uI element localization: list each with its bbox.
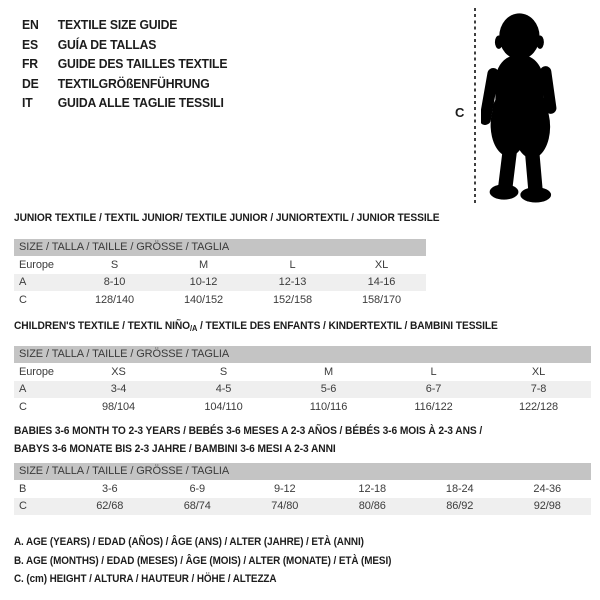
size-cell: 116/122: [414, 400, 453, 413]
size-cell: S: [219, 365, 228, 378]
lang-code: IT: [22, 95, 33, 111]
size-header-bar: SIZE / TALLA / TAILLE / GRÖSSE / TAGLIA: [14, 463, 591, 480]
size-cell: 8-10: [103, 276, 126, 289]
footnote-c: C. (cm) HEIGHT / ALTURA / HAUTEUR / HÖHE / ALTEZZA: [14, 573, 277, 586]
size-cell: 128/140: [94, 293, 135, 306]
lang-row-fr: [22, 54, 227, 74]
size-cell: 104/110: [204, 400, 243, 413]
size-cell: 5-6: [320, 383, 337, 396]
row-label: A: [19, 276, 27, 289]
size-cell: 24-36: [533, 482, 562, 495]
size-cell: 98/104: [101, 400, 136, 413]
lang-title: GUIDE DES TAILLES TEXTILE: [57, 56, 228, 72]
size-cell: 10-12: [189, 276, 218, 289]
children-title-subscript: /A: [190, 324, 198, 333]
size-cell: 12-13: [278, 276, 307, 289]
lang-title: TEXTILGRÖßENFÜHRUNG: [57, 75, 210, 91]
table-row: [14, 291, 426, 309]
size-cell: L: [289, 258, 296, 271]
children-title-part: / TEXTILE DES ENFANTS / KINDERTEXTIL / BAMBINI TESSILE: [197, 320, 498, 332]
lang-title: GUÍA DE TALLAS: [57, 36, 157, 52]
size-cell: 80/86: [358, 500, 386, 513]
size-cell: 68/74: [183, 500, 211, 513]
table-row: [14, 274, 426, 292]
size-header-bar: SIZE / TALLA / TAILLE / GRÖSSE / TAGLIA: [14, 346, 591, 363]
children-title-part: CHILDREN'S TEXTILE / TEXTIL NIÑO: [14, 320, 191, 332]
table-row: [14, 498, 591, 516]
size-cell: 4-5: [215, 383, 232, 396]
babies-title-line: BABYS 3-6 MONATE BIS 2-3 JAHRE / BAMBINI 3-6 MESI A 2-3 ANNI: [14, 443, 336, 456]
lang-code: EN: [22, 17, 39, 33]
lang-code: DE: [22, 75, 39, 91]
size-cell: 122/128: [518, 400, 559, 413]
height-measure-dashed-line: [474, 8, 476, 206]
baby-silhouette-icon: [481, 7, 577, 206]
babies-title-line: BABIES 3-6 MONTH TO 2-3 YEARS / BEBÉS 3-6 MESES A 2-3 AÑOS / BÉBÉS 3-6 MOIS À 2-3 ANS /: [14, 425, 483, 437]
size-cell: M: [323, 365, 334, 378]
lang-row-es: [22, 35, 227, 55]
row-label: Europe: [19, 258, 54, 271]
size-cell: S: [110, 258, 119, 271]
children-size-table: [14, 346, 591, 416]
lang-title: TEXTILE SIZE GUIDE: [57, 17, 178, 33]
lang-code: ES: [22, 36, 38, 52]
size-cell: 158/170: [361, 293, 402, 306]
footnote-a: A. AGE (YEARS) / EDAD (AÑOS) / ÂGE (ANS) / ALTER (JAHRE) / ETÀ (ANNI): [14, 536, 364, 548]
size-header-bar: SIZE / TALLA / TAILLE / GRÖSSE / TAGLIA: [14, 239, 426, 256]
row-label: C: [19, 293, 27, 306]
table-row: [14, 480, 591, 498]
footnotes: [14, 533, 433, 589]
table-row: [14, 256, 426, 274]
language-legend: [22, 15, 240, 113]
lang-title: GUIDA ALLE TAGLIE TESSILI: [57, 95, 224, 111]
size-cell: 74/80: [271, 500, 299, 513]
row-label: C: [19, 400, 27, 413]
children-table-title: [14, 320, 498, 333]
junior-size-table: [14, 239, 426, 309]
junior-table-title: JUNIOR TEXTILE / TEXTIL JUNIOR/ TEXTILE JUNIOR / JUNIORTEXTIL / JUNIOR TESSILE: [14, 212, 440, 224]
size-cell: 140/152: [183, 293, 224, 306]
row-label: C: [19, 500, 27, 513]
size-cell: 9-12: [273, 482, 296, 495]
size-cell: 152/158: [272, 293, 313, 306]
size-cell: XS: [111, 365, 126, 378]
lang-row-en: [22, 15, 227, 35]
row-label: Europe: [19, 365, 54, 378]
size-cell: 6-9: [189, 482, 206, 495]
table-row: [14, 398, 591, 416]
size-cell: 12-18: [358, 482, 387, 495]
lang-row-it: [22, 93, 227, 113]
size-cell: 3-4: [110, 383, 127, 396]
row-label: B: [19, 482, 27, 495]
size-cell: XL: [374, 258, 389, 271]
size-cell: L: [430, 365, 437, 378]
size-cell: M: [198, 258, 209, 271]
footnote-b: B. AGE (MONTHS) / EDAD (MESES) / ÂGE (MOIS) / ALTER (MONATE) / ETÀ (MESI): [14, 554, 392, 567]
babies-size-table: [14, 463, 591, 515]
babies-table-title: [14, 422, 482, 458]
size-cell: 18-24: [445, 482, 474, 495]
size-cell: 14-16: [367, 276, 396, 289]
table-row: [14, 381, 591, 399]
height-measure-label: C: [455, 105, 465, 120]
size-cell: 7-8: [530, 383, 547, 396]
size-cell: 6-7: [425, 383, 442, 396]
lang-row-de: [22, 74, 227, 94]
row-label: A: [19, 383, 27, 396]
size-cell: 3-6: [101, 482, 118, 495]
lang-code: FR: [22, 56, 38, 72]
size-cell: 92/98: [533, 500, 561, 513]
table-row: [14, 363, 591, 381]
size-cell: 62/68: [96, 500, 124, 513]
size-cell: 110/116: [309, 400, 348, 413]
size-cell: XL: [531, 365, 546, 378]
size-cell: 86/92: [446, 500, 474, 513]
